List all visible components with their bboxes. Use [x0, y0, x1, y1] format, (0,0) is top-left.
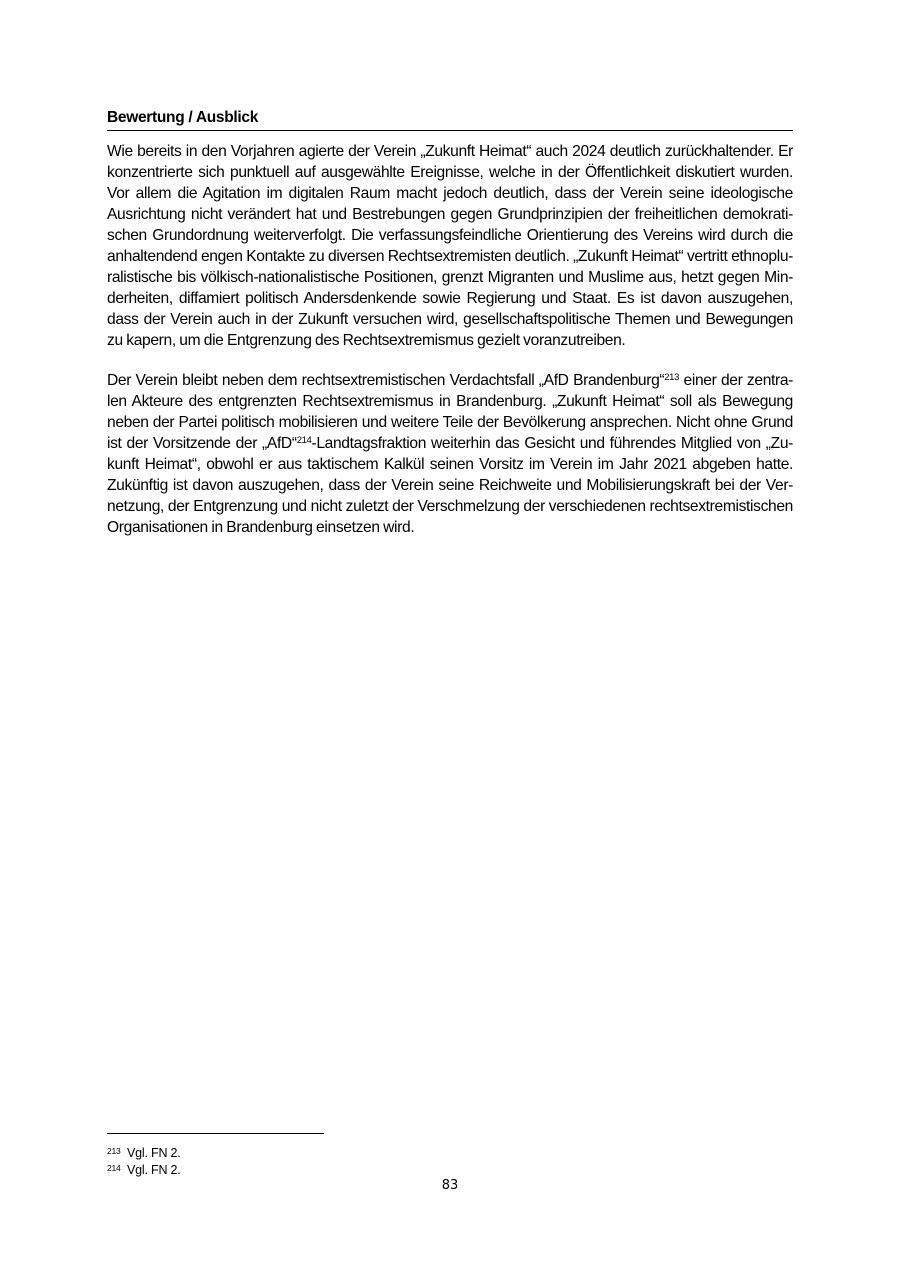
paragraph-line: Organisationen in Brandenburg einsetzen wird.	[107, 519, 415, 536]
section-heading: Bewertung / Ausblick	[107, 108, 793, 131]
paragraph-line: ralistische bis völkisch-nationalistische Positionen, grenzt Migranten und Muslime aus, hetzt gegen Min-	[107, 269, 793, 286]
paragraph-line	[107, 370, 793, 391]
footnote-separator	[107, 1133, 324, 1134]
paragraph-line: dass der Verein auch in der Zukunft versuchen wird, gesellschaftspolitische Themen und Bewegungen	[107, 311, 793, 328]
page-number: 83	[441, 1178, 459, 1193]
footnote-text: Vgl. FN 2.	[127, 1163, 181, 1177]
paragraph-line: len Akteure des entgrenzten Rechtsextremismus in Brandenburg. „Zukunft Heimat“ soll als Bewegung	[107, 393, 793, 410]
paragraph-line: netzung, der Entgrenzung und nicht zuletzt der Verschmelzung der verschiedenen rechtsextremistischen	[107, 498, 793, 515]
footnote-214	[107, 1160, 181, 1178]
paragraph-line: schen Grundordnung weiterverfolgt. Die verfassungsfeindliche Orientierung des Vereins wird durch die	[107, 227, 793, 244]
paragraph-line: Ausrichtung nicht verändert hat und Bestrebungen gegen Grundprinzipien der freiheitlichen demokrati-	[107, 206, 793, 223]
line-text: ist der Vorsitzende der „AfD“	[107, 435, 297, 452]
line-text: -Landtagsfraktion weiterhin das Gesicht und führendes Mitglied von „Zu-	[311, 435, 793, 452]
line-text: Der Verein bleibt neben dem rechtsextremistischen Verdachtsfall „AfD Brandenburg“	[107, 372, 665, 389]
paragraph-line: konzentrierte sich punktuell auf ausgewählte Ereignisse, welche in der Öffentlichkeit diskutiert wurden.	[107, 164, 793, 181]
paragraph-line: zu kapern, um die Entgrenzung des Rechtsextremismus gezielt voranzutreiben.	[107, 332, 626, 349]
paragraph-line: kunft Heimat“, obwohl er aus taktischem Kalkül seinen Vorsitz im Verein im Jahr 2021 abgeben hatte.	[107, 456, 793, 473]
paragraph-line: derheiten, diffamiert politisch Andersdenkende sowie Regierung und Staat. Es ist davon auszugehen,	[107, 290, 793, 307]
paragraph-line: anhaltendend engen Kontakte zu diversen Rechtsextremisten deutlich. „Zukunft Heimat“ vertritt ethnoplu-	[107, 248, 793, 265]
paragraph-line	[107, 433, 793, 454]
footnote-number: 214	[107, 1163, 121, 1173]
footnote-text: Vgl. FN 2.	[127, 1146, 181, 1160]
footnote-reference-214[interactable]: 214	[296, 435, 312, 446]
line-text: einer der zentra-	[679, 372, 794, 389]
paragraph-line: Zukünftig ist davon auszugehen, dass der Verein seine Reichweite und Mobilisierungskraft bei der Ver-	[107, 477, 793, 494]
paragraph-line: neben der Partei politisch mobilisieren und weitere Teile der Bevölkerung ansprechen. Nicht ohne Grund	[107, 414, 793, 431]
paragraph-line: Wie bereits in den Vorjahren agierte der Verein „Zukunft Heimat“ auch 2024 deutlich zurückhaltender. Er	[107, 143, 793, 160]
paragraph-assessment	[107, 141, 793, 351]
footnote-number: 213	[107, 1146, 121, 1156]
paragraph-outlook	[107, 370, 793, 538]
paragraph-line: Vor allem die Agitation im digitalen Raum macht jedoch deutlich, dass der Verein seine ideologische	[107, 185, 793, 202]
footnote-reference-213[interactable]: 213	[664, 372, 680, 383]
footnote-213	[107, 1143, 181, 1161]
